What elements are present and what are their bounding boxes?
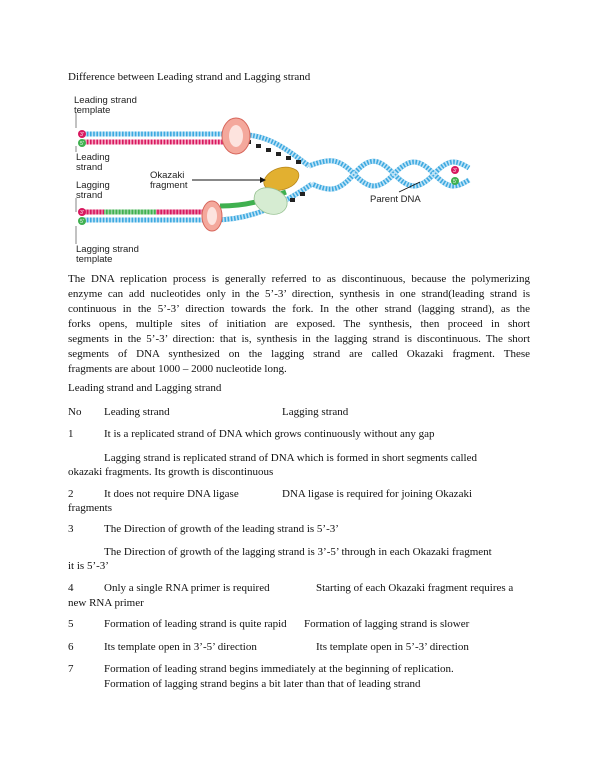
end-mark-label: 3' — [80, 210, 84, 216]
dna-polymerase-lagging-core — [207, 207, 217, 225]
page-heading: Difference between Leading strand and Lagging strand — [68, 71, 311, 83]
label-okazaki-fragment: Okazaki fragment — [150, 170, 188, 191]
row-leading-text: It does not require DNA ligase — [104, 488, 239, 500]
header-no: No — [68, 406, 82, 418]
label-lagging-strand-template: Lagging strand template — [76, 244, 139, 265]
row-number: 7 — [68, 663, 74, 675]
row-lagging-text: The Direction of growth of the lagging strand is 3’-5’ through in each Okazaki fragment — [104, 546, 492, 558]
leading-template-strand — [82, 134, 309, 166]
row-leading-text: Its template open in 3’-5’ direction — [104, 641, 257, 653]
dna-polymerase-leading-core — [229, 125, 243, 147]
leading-template-strand-rungs — [82, 134, 309, 166]
row-leading-text: The Direction of growth of the leading strand is 5’-3’ — [104, 523, 339, 535]
row-lagging-text-cont: fragments — [68, 502, 112, 514]
intro-line: The DNA replication process is generally referred to as discontinuous, because the polymerizing — [68, 273, 530, 285]
row-leading-text: It is a replicated strand of DNA which grows continuously without any gap — [104, 428, 435, 440]
end-mark-label: 5' — [453, 179, 457, 185]
table-title: Leading strand and Lagging strand — [68, 382, 222, 394]
header-leading: Leading strand — [104, 406, 170, 418]
row-leading-text: Only a single RNA primer is required — [104, 582, 270, 594]
row-lagging-text: Formation of lagging strand is slower — [304, 618, 470, 630]
row-leading-text: Formation of leading strand is quite rapid — [104, 618, 287, 630]
row-number: 5 — [68, 618, 74, 630]
row-number: 4 — [68, 582, 74, 594]
intro-line: segments of DNA synthesized on the lagging strand are called Okazaki fragment. These — [68, 348, 530, 360]
intro-line: fragments are about 1000 – 2000 nucleotide long. — [68, 363, 287, 375]
row-lagging-text-cont: it is 5’-3’ — [68, 560, 109, 572]
label-leading-strand-template: Leading strand template — [74, 95, 137, 116]
row-lagging-text: Its template open in 5’-3’ direction — [316, 641, 469, 653]
row-number: 6 — [68, 641, 74, 653]
intro-line: enzyme can add nucleotides only in the 5’-3’ direction, synthesis in one strand(leading strand is — [68, 288, 530, 300]
row-number: 2 — [68, 488, 74, 500]
intro-line: forks opens, multiple sites of initiation are exposed. The synthesis, then proceed in short — [68, 318, 530, 330]
end-mark-label: 3' — [80, 132, 84, 138]
intro-paragraph — [68, 272, 530, 377]
end-mark-label: 5' — [80, 141, 84, 147]
intro-line: segments in the 5’-3’ direction: that is, synthesis in the lagging strand is discontinuous. The short — [68, 333, 530, 345]
end-mark-label: 3' — [453, 168, 457, 174]
header-lagging: Lagging strand — [282, 406, 349, 418]
primase-enzyme — [264, 167, 299, 190]
row-leading-text: Formation of leading strand begins immediately at the beginning of replication. — [104, 663, 454, 675]
end-mark-label: 5' — [80, 219, 84, 225]
row-lagging-text: Starting of each Okazaki fragment requires a — [316, 582, 514, 594]
row-lagging-text: Formation of lagging strand begins a bit later than that of leading strand — [104, 678, 421, 690]
row-lagging-text-cont: okazaki fragments. Its growth is discontinuous — [68, 466, 274, 478]
intro-line: continuous in the 5’-3’ direction towards the fork. In the other strand (lagging strand), as the — [68, 303, 530, 315]
row-lagging-text-cont: new RNA primer — [68, 597, 144, 609]
row-number: 3 — [68, 523, 74, 535]
row-lagging-text: Lagging strand is replicated strand of DNA which is formed in short segments called — [104, 452, 477, 464]
replication-fork-diagram — [64, 88, 484, 268]
label-leading-strand: Leading strand — [76, 152, 110, 173]
label-parent-dna: Parent DNA — [370, 194, 421, 205]
label-lagging-strand: Lagging strand — [76, 180, 110, 201]
row-number: 1 — [68, 428, 74, 440]
row-lagging-text: DNA ligase is required for joining Okazaki — [282, 488, 473, 500]
